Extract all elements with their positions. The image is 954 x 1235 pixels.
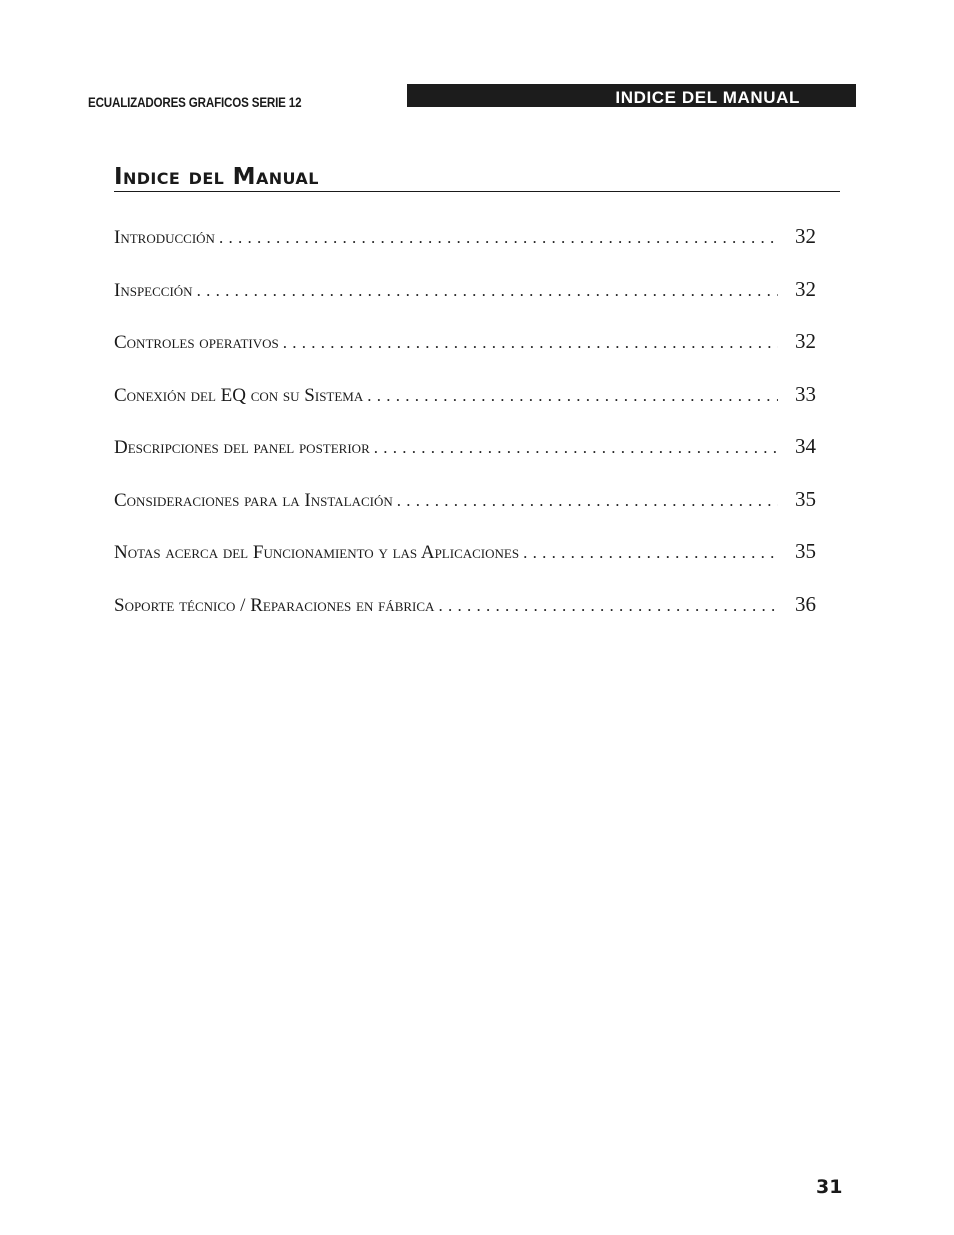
- toc-entry-label: Inspección: [114, 279, 193, 301]
- section-tab-label: INDICE DEL MANUAL: [615, 88, 800, 107]
- toc-entry-page: 34: [795, 434, 816, 458]
- dot-leader: [438, 596, 778, 616]
- toc-entry-descripciones[interactable]: [114, 434, 816, 487]
- dot-leader: [397, 491, 778, 511]
- dot-leader: [197, 281, 778, 301]
- toc-entry-label: Descripciones del panel posterior: [114, 437, 370, 458]
- toc-entry-page: 32: [795, 329, 816, 353]
- dot-leader: [219, 228, 778, 248]
- dot-leader: [523, 543, 778, 563]
- page-number: 31: [816, 1176, 843, 1198]
- section-tab: [407, 84, 856, 107]
- toc-entry-page: 33: [795, 381, 816, 406]
- toc-entry-label: Controles operativos: [114, 332, 279, 353]
- toc-entry-consideraciones[interactable]: [114, 487, 816, 540]
- toc-entry-page: 35: [795, 539, 816, 563]
- toc-entry-page: 32: [795, 224, 816, 248]
- toc-entry-label: Notas acerca del Funcionamiento y las Aplicaciones: [114, 542, 520, 563]
- toc-entry-notas[interactable]: [114, 539, 816, 592]
- toc-entry-label: Conexión del EQ con su Sistema: [114, 384, 364, 406]
- dot-leader: [367, 386, 778, 406]
- toc-entry-soporte[interactable]: [114, 592, 816, 645]
- toc-entry-page: 35: [795, 486, 816, 511]
- dot-leader: [283, 333, 778, 353]
- dot-leader: [374, 438, 778, 458]
- page-title: Indice del Manual: [114, 164, 319, 190]
- toc-entry-controles-operativos[interactable]: [114, 329, 816, 382]
- toc-entry-label: Soporte técnico / Reparaciones en fábrica: [114, 594, 435, 616]
- toc-entry-label: Consideraciones para la Instalación: [114, 489, 393, 511]
- toc-entry-page: 32: [795, 276, 816, 301]
- toc-entry-label: Introducción: [114, 227, 215, 248]
- title-rule: [114, 191, 840, 192]
- toc-entry-page: 36: [795, 591, 816, 616]
- toc-entry-conexion[interactable]: [114, 382, 816, 435]
- toc-entry-introduccion[interactable]: [114, 224, 816, 277]
- running-head: ECUALIZADORES GRAFICOS SERIE 12: [88, 95, 302, 110]
- toc-entry-inspeccion[interactable]: [114, 277, 816, 330]
- table-of-contents: [114, 224, 816, 644]
